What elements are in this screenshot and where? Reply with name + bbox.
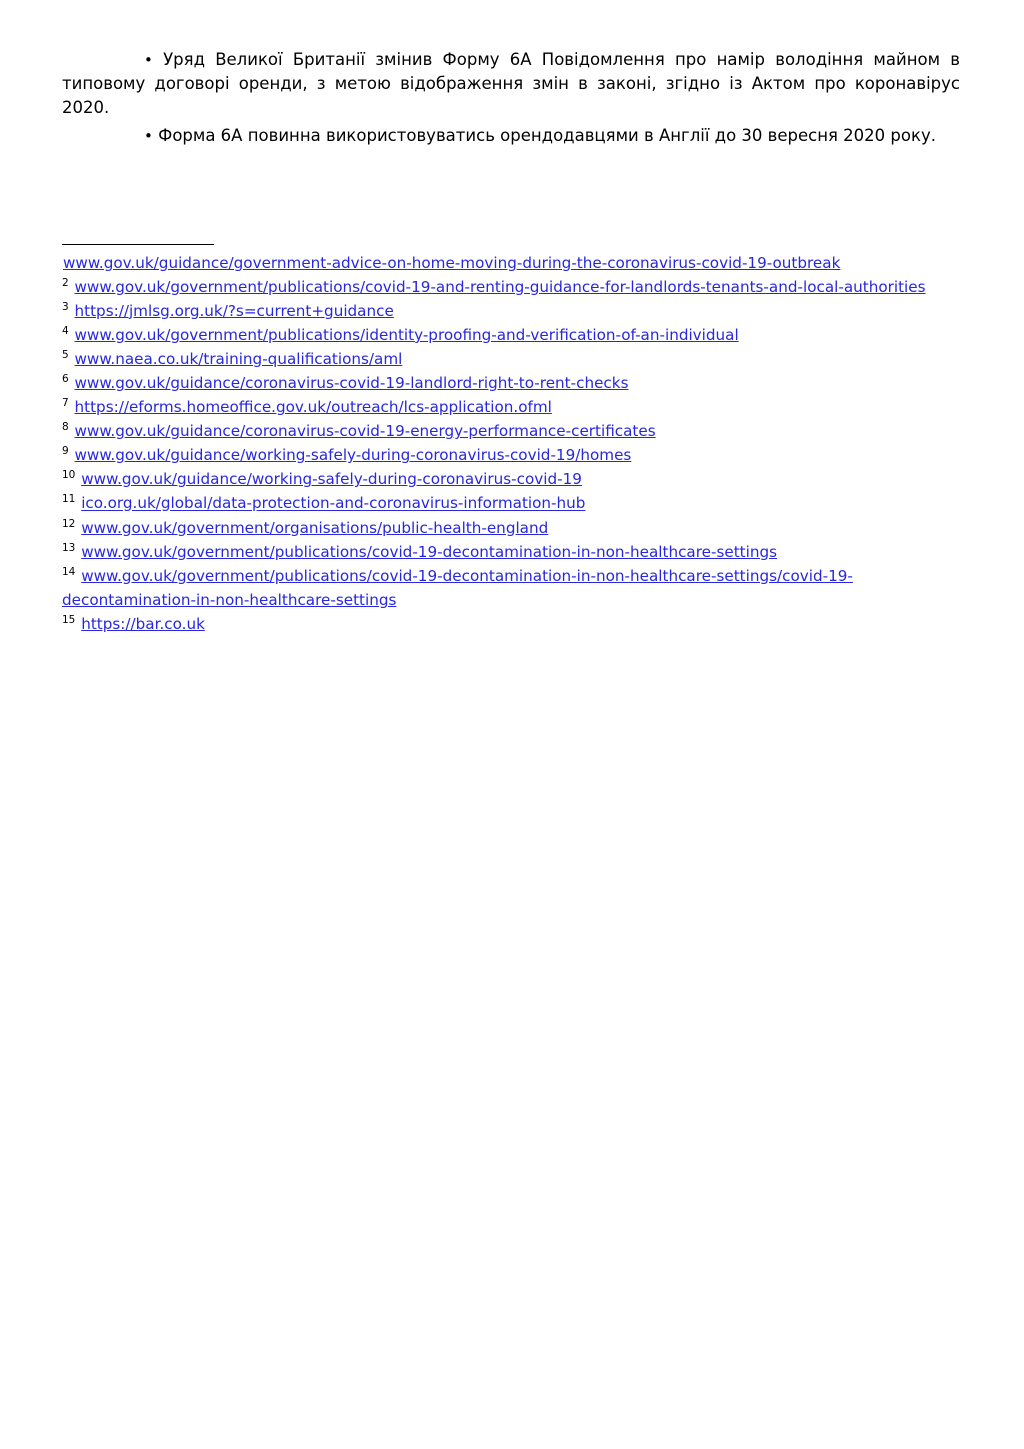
footnote-number: 11 bbox=[62, 493, 76, 506]
footnote-number: 9 bbox=[62, 445, 69, 458]
footnote-link[interactable]: www.gov.uk/guidance/coronavirus-covid-19-landlord-right-to-rent-checks bbox=[74, 374, 629, 393]
footnote-link[interactable]: www.naea.co.uk/training-qualifications/aml bbox=[74, 350, 403, 369]
footnote-link[interactable]: ico.org.uk/global/data-protection-and-coronavirus-information-hub bbox=[81, 494, 586, 513]
paragraph-2-text: Форма 6A повинна використовуватись орендодавцями в Англії до 30 вересня 2020 року. bbox=[158, 125, 936, 145]
footnote-item bbox=[62, 467, 960, 491]
footnote-link[interactable]: www.gov.uk/government/publications/covid-19-decontamination-in-non-healthcare-settings/covid-19-decontamination-in-non-healthcare-settings bbox=[62, 566, 853, 609]
footnote-item bbox=[62, 612, 960, 636]
footnote-number: 7 bbox=[62, 397, 69, 410]
footnote-link[interactable]: https://eforms.homeoffice.gov.uk/outreach/lcs-application.ofml bbox=[74, 398, 552, 417]
footnote-number: 12 bbox=[62, 517, 76, 530]
footnote-number: 15 bbox=[62, 613, 76, 626]
footnote-item bbox=[62, 347, 960, 371]
footnote-link[interactable]: https://bar.co.uk bbox=[81, 614, 205, 633]
paragraph-2 bbox=[62, 124, 960, 148]
footnote-separator-rule bbox=[62, 244, 214, 245]
footnote-item bbox=[62, 491, 960, 515]
footnote-number: 10 bbox=[62, 469, 76, 482]
footnote-item bbox=[62, 323, 960, 347]
footnote-link[interactable]: www.gov.uk/government/publications/covid-19-and-renting-guidance-for-landlords-tenants-and-local-authorities bbox=[74, 277, 926, 296]
footnote-number: 3 bbox=[62, 300, 69, 313]
footnote-link[interactable]: www.gov.uk/guidance/government-advice-on-home-moving-during-the-coronavirus-covid-19-outbreak bbox=[63, 253, 841, 272]
bullet-marker: • bbox=[144, 126, 153, 145]
footnote-item bbox=[62, 443, 960, 467]
footnote-list bbox=[62, 251, 960, 636]
paragraph-1 bbox=[62, 48, 960, 120]
footnote-item bbox=[62, 251, 960, 275]
footnote-link[interactable]: www.gov.uk/government/publications/identity-proofing-and-verification-of-an-individual bbox=[74, 325, 739, 344]
footnote-item bbox=[62, 516, 960, 540]
footnote-item bbox=[62, 371, 960, 395]
footnote-item bbox=[62, 275, 960, 299]
vertical-spacer bbox=[62, 152, 960, 244]
footnote-number: 6 bbox=[62, 373, 69, 386]
footnote-number: 14 bbox=[62, 565, 76, 578]
footnote-item bbox=[62, 540, 960, 564]
footnote-number: 2 bbox=[62, 276, 69, 289]
footnote-link[interactable]: www.gov.uk/guidance/coronavirus-covid-19-energy-performance-certificates bbox=[74, 422, 656, 441]
footnote-link[interactable]: www.gov.uk/government/publications/covid-19-decontamination-in-non-healthcare-settings bbox=[81, 542, 778, 561]
footnote-number: 5 bbox=[62, 349, 69, 361]
footnote-link[interactable]: www.gov.uk/guidance/working-safely-during-coronavirus-covid-19/homes bbox=[74, 446, 632, 465]
footnote-link[interactable]: https://jmlsg.org.uk/?s=current+guidance bbox=[74, 301, 394, 320]
footnote-number: 8 bbox=[62, 421, 69, 434]
footnote-number: 4 bbox=[62, 324, 69, 337]
footnote-link[interactable]: www.gov.uk/government/organisations/public-health-england bbox=[81, 518, 549, 537]
footnote-link[interactable]: www.gov.uk/guidance/working-safely-during-coronavirus-covid-19 bbox=[81, 470, 582, 489]
bullet-marker: • bbox=[144, 51, 153, 69]
footnote-item bbox=[62, 419, 960, 443]
footnote-item bbox=[62, 395, 960, 419]
footnote-item bbox=[62, 299, 960, 323]
footnote-item bbox=[62, 564, 960, 612]
paragraph-1-text: Уряд Великої Британії змінив Форму 6A Повідомлення про намір володіння майном в типовому договорі оренди, з метою відображення змін в законі, згідно із Актом про коронавірус 2020. bbox=[62, 50, 960, 117]
footnote-number: 13 bbox=[62, 541, 76, 554]
body-text-block bbox=[62, 48, 960, 148]
